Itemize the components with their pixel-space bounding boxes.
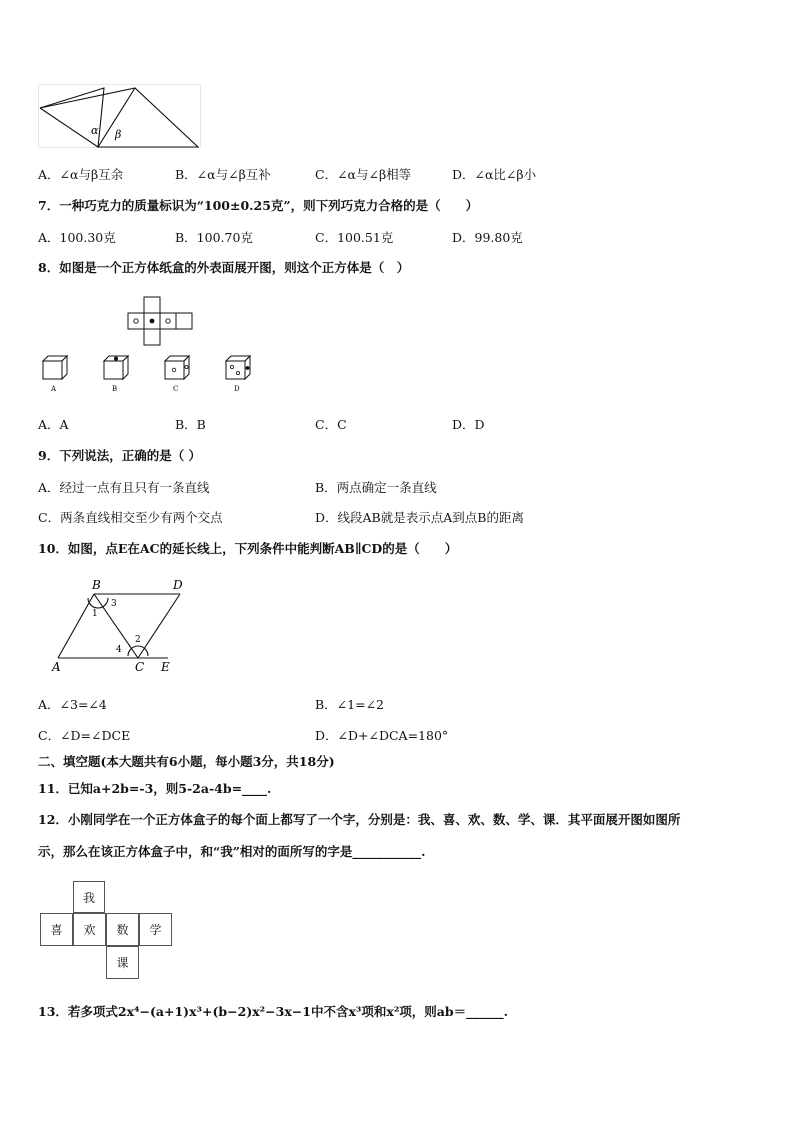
net-char-row-4: 学 — [149, 923, 162, 937]
q8-stem: 8．如图是一个正方体纸盒的外表面展开图，则这个正方体是（ ） — [38, 260, 410, 275]
q9-option-c: C．两条直线相交至少有两个交点 — [38, 510, 223, 525]
cube-option-a-label: A — [51, 385, 57, 393]
label-e: E — [161, 660, 170, 674]
q7-option-b: B．100.70克 — [175, 230, 253, 245]
cube-option-d-label: D — [234, 385, 240, 393]
q12-line-1: 12．小刚同学在一个正方体盒子的每个面上都写了一个字，分别是：我、喜、欢、数、学、课．其平面展开图如图所 — [38, 812, 681, 827]
q13-text: 13．若多项式2x⁴−(a+1)x³+(b−2)x²−3x−1中不含x³项和x²项，则ab＝______. — [38, 1004, 509, 1019]
q10-option-d: D．∠D+∠DCA=180° — [315, 728, 449, 743]
beta-label: β — [115, 128, 122, 141]
q10-option-b: B．∠1=∠2 — [315, 697, 385, 712]
q8-option-a: A．A — [38, 417, 69, 432]
net-char-row-3: 数 — [116, 923, 129, 937]
section-2-heading: 二、填空题(本大题共有6小题，每小题3分，共18分) — [38, 754, 335, 769]
q8-option-c: C．C — [315, 417, 347, 432]
cube-option-b — [103, 356, 131, 394]
net-char-row-1: 喜 — [50, 923, 63, 937]
q10-figure — [48, 576, 188, 676]
cube-option-c-label: C — [173, 385, 179, 393]
label-c: C — [135, 660, 145, 674]
q7-option-a: A．100.30克 — [38, 230, 116, 245]
net-char-bottom: 课 — [116, 956, 129, 970]
q7-stem: 7．一种巧克力的质量标识为“100±0.25克”，则下列巧克力合格的是（ ） — [38, 198, 479, 213]
q11-text: 11．已知a+2b=-3，则5-2a-4b=____. — [38, 781, 272, 796]
q6-option-b: B．∠α与∠β互补 — [175, 167, 271, 182]
q7-option-c: C．100.51克 — [315, 230, 394, 245]
q12-net — [40, 881, 174, 979]
q6-option-a: A．∠α与β互余 — [38, 167, 124, 182]
net-cell-row-2 — [73, 913, 106, 946]
label-angle-2: 2 — [135, 635, 141, 645]
cube-option-b-label: B — [112, 385, 118, 393]
q7-option-d: D．99.80克 — [452, 230, 523, 245]
q8-option-b: B．B — [175, 417, 206, 432]
triangle-two — [98, 88, 198, 147]
label-a: A — [52, 660, 61, 674]
alpha-label: α — [91, 124, 99, 137]
q12-line-2: 示，那么在该正方体盒子中，和“我”相对的面所写的字是___________. — [38, 844, 426, 859]
net-cell-top — [73, 881, 105, 913]
net-char-top: 我 — [82, 890, 95, 905]
net-cell-bottom — [106, 946, 139, 979]
label-angle-1: 1 — [92, 609, 98, 619]
q9-option-a: A．经过一点有且只有一条直线 — [38, 480, 210, 495]
q6-figure — [38, 84, 203, 150]
label-angle-3: 3 — [111, 599, 117, 609]
label-d: D — [173, 578, 183, 592]
q6-option-c: C．∠α与∠β相等 — [315, 167, 412, 182]
q9-option-b: B．两点确定一条直线 — [315, 480, 437, 495]
net-cell-row-3 — [106, 913, 139, 946]
label-angle-4: 4 — [116, 645, 122, 655]
q10-option-a: A．∠3=∠4 — [38, 697, 107, 712]
q9-stem: 9．下列说法，正确的是（ ） — [38, 448, 202, 463]
cube-option-c — [164, 356, 192, 394]
label-b: B — [92, 578, 101, 592]
q8-option-d: D．D — [452, 417, 485, 432]
q10-stem: 10．如图，点E在AC的延长线上，下列条件中能判断AB∥CD的是（ ） — [38, 541, 458, 556]
q10-option-c: C．∠D=∠DCE — [38, 728, 131, 743]
net-cell-row-1 — [40, 913, 73, 946]
cube-option-d — [225, 356, 253, 394]
q9-option-d: D．线段AB就是表示点A到点B的距离 — [315, 510, 524, 525]
q8-cube-net — [128, 296, 194, 346]
net-cell-row-4 — [139, 913, 172, 946]
net-char-row-2: 欢 — [83, 923, 96, 937]
q6-option-d: D．∠α比∠β小 — [452, 167, 537, 182]
cube-option-a — [42, 356, 70, 394]
